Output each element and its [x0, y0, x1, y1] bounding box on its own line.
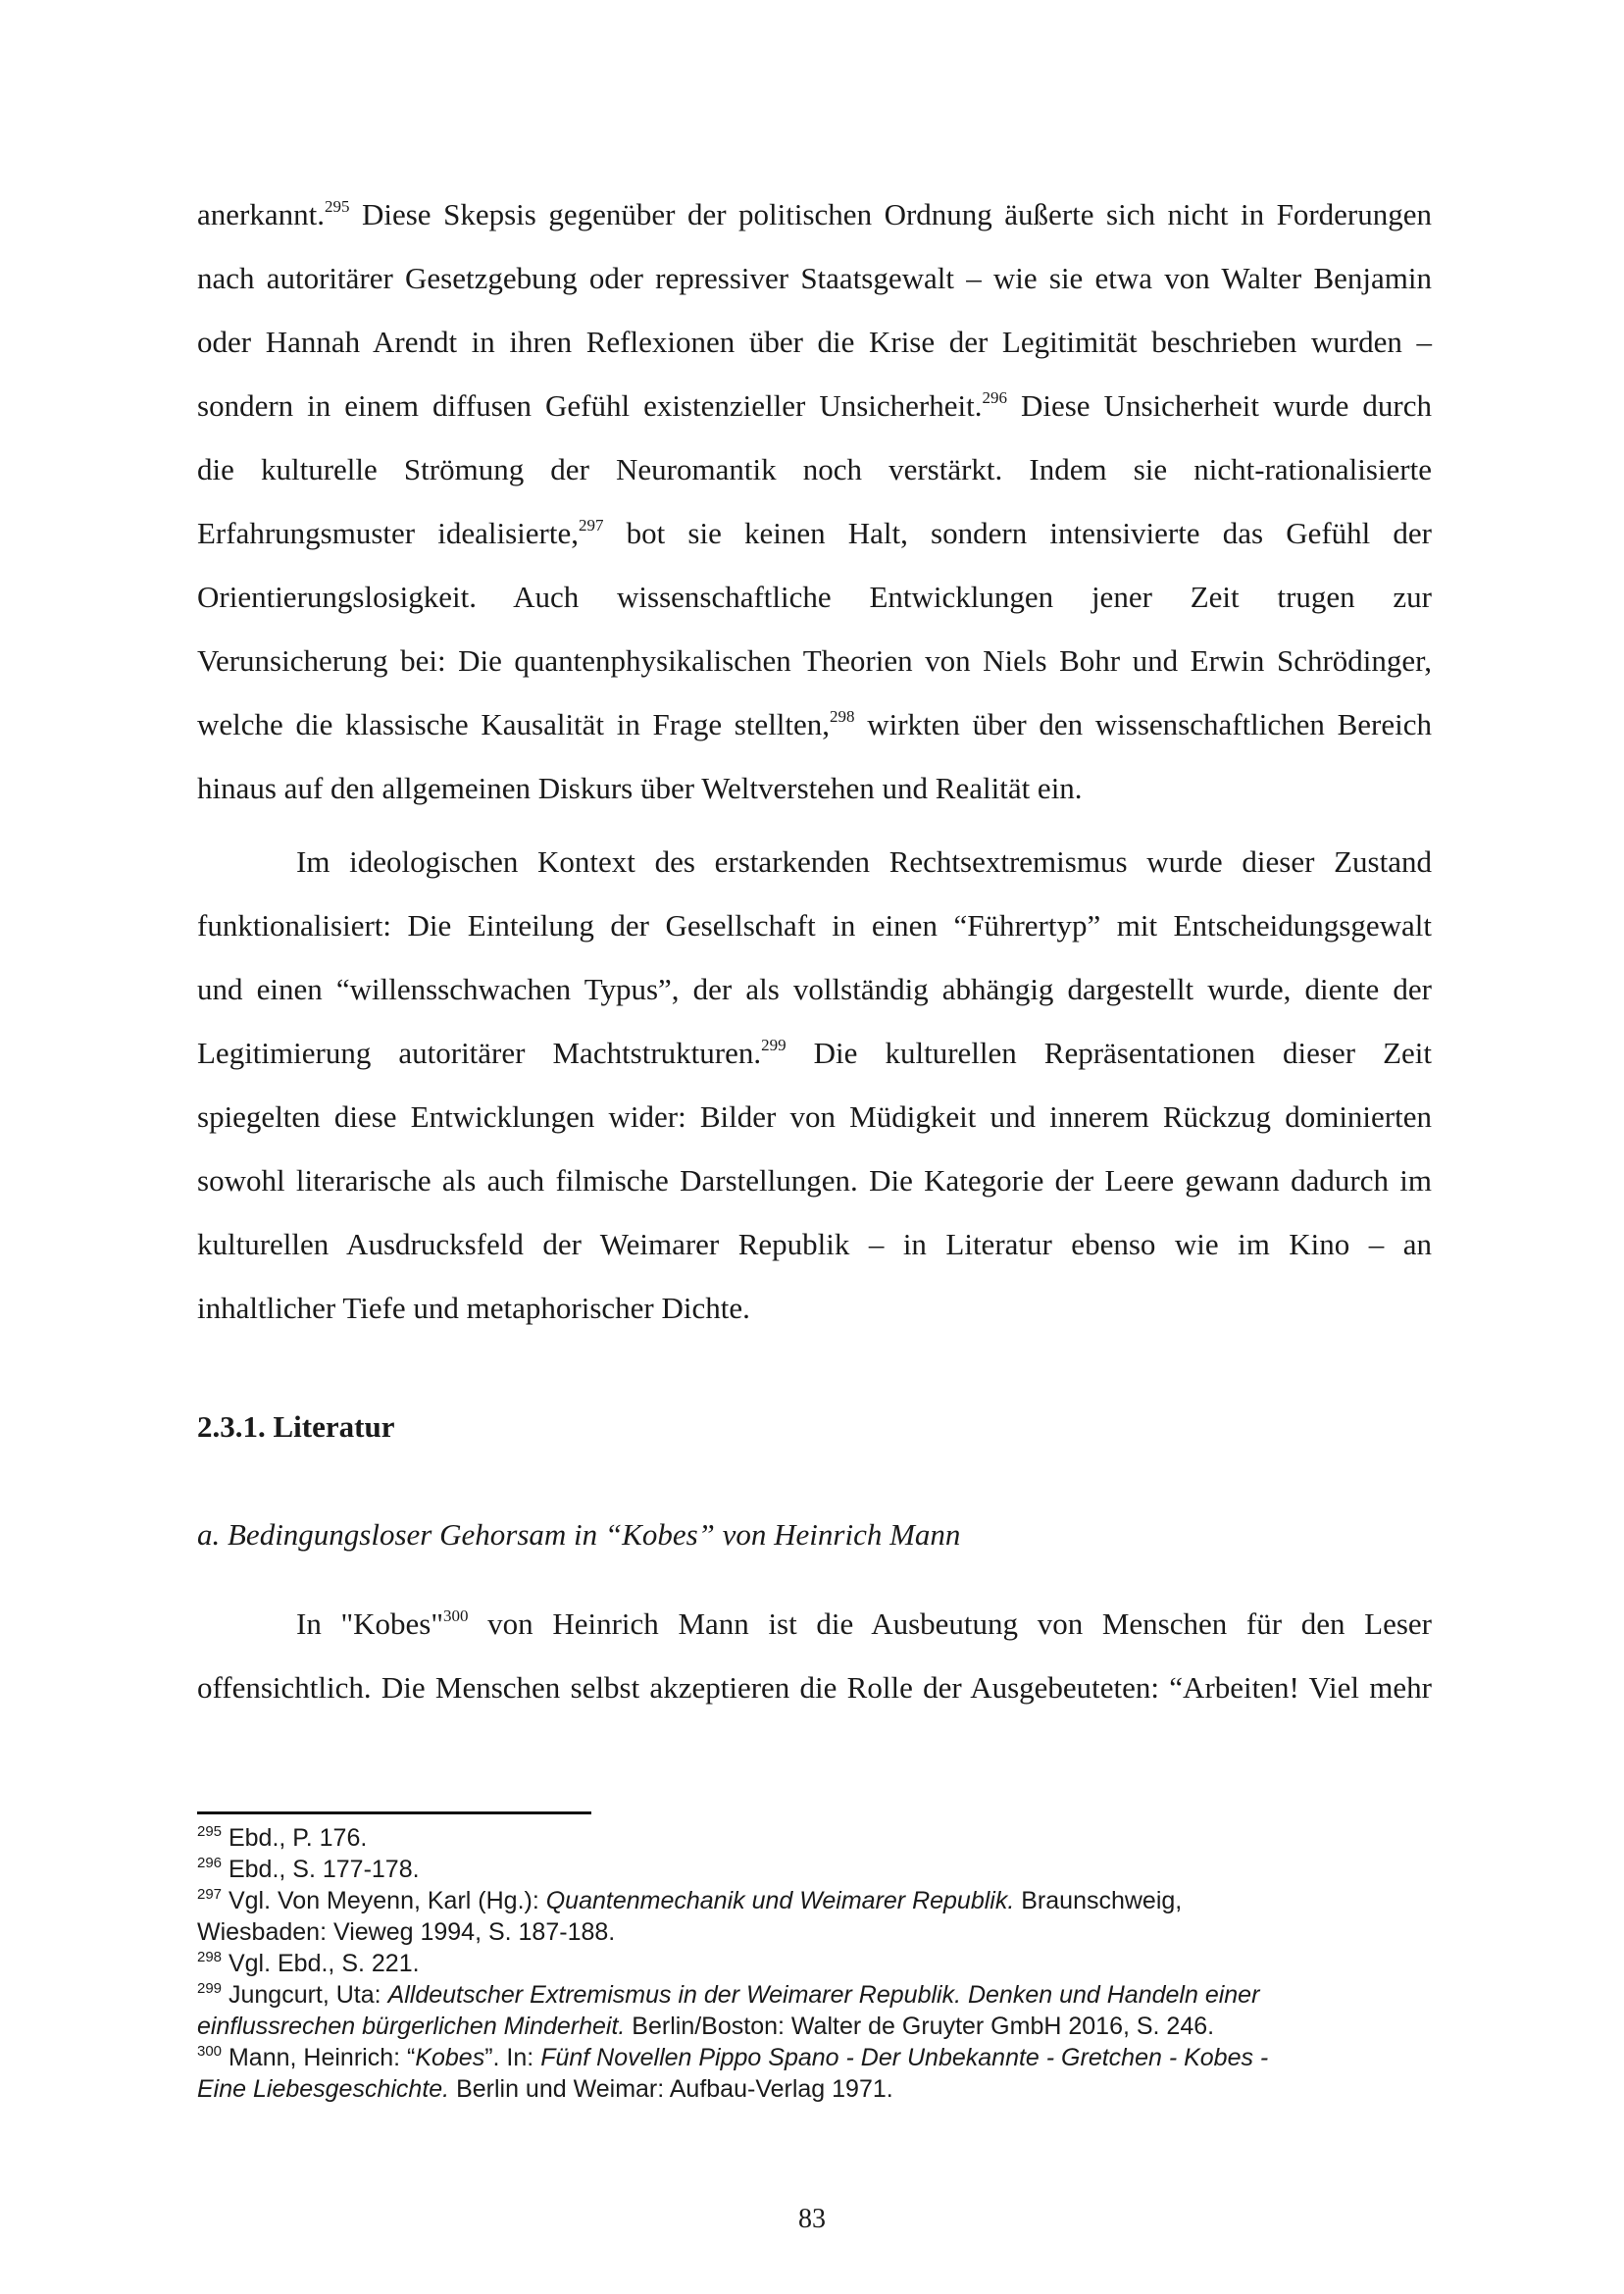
text-run: Vgl. Ebd., S. 221.	[222, 1950, 420, 1977]
text-line	[197, 629, 1432, 692]
text-run: sowohl literarische als auch filmische Darstellungen. Die Kategorie der Leere gewann dadurch im	[197, 1163, 1432, 1198]
text-line	[197, 1021, 1432, 1085]
text-run: wirkten über den wissenschaftlichen Bereich	[854, 707, 1432, 741]
text-run: Berlin/Boston: Walter de Gruyter GmbH 2016, S. 246.	[625, 2013, 1215, 2040]
text-run: oder Hannah Arendt in ihren Reflexionen über die Krise der Legitimität beschrieben wurden –	[197, 325, 1432, 359]
text-run: Jungcurt, Uta:	[222, 1981, 388, 2009]
text-run: Braunschweig,	[1014, 1887, 1183, 1914]
text-line	[197, 1085, 1432, 1148]
footnote-line	[197, 1979, 1413, 2011]
text-line	[197, 310, 1432, 374]
text-line	[197, 830, 1432, 893]
footnote-line	[197, 1885, 1413, 1916]
text-line	[197, 182, 1432, 246]
italic-title: einflussrechen bürgerlichen Minderheit.	[197, 2013, 626, 2040]
footnote-marker: 296	[982, 388, 1007, 407]
italic-title: Quantenmechanik und Weimarer Republik.	[545, 1887, 1015, 1914]
text-run: ”. In:	[484, 2044, 541, 2071]
footnote-marker: 298	[830, 707, 855, 726]
text-run: funktionalisiert: Die Einteilung der Gesellschaft in einen “Führertyp” mit Entscheidungsgewalt	[197, 908, 1432, 943]
text-run: sondern in einem diffusen Gefühl existenzieller Unsicherheit.	[197, 388, 983, 423]
footnote-line	[197, 1916, 1413, 1948]
footnote-line	[197, 1854, 1413, 1885]
italic-title: Fünf Novellen Pippo Spano - Der Unbekannte - Gretchen - Kobes -	[540, 2044, 1269, 2071]
footnote-298	[197, 1948, 1413, 1979]
body-paragraph-2	[197, 830, 1432, 1340]
text-run: offensichtlich. Die Menschen selbst akzeptieren die Rolle der Ausgebeuteten: “Arbeiten! Viel mehr	[197, 1670, 1432, 1705]
text-line	[197, 1148, 1432, 1212]
text-run: Im ideologischen Kontext des erstarkenden Rechtsextremismus wurde dieser Zustand	[296, 844, 1432, 879]
footnote-marker: 298	[197, 1949, 223, 1965]
text-run: kulturellen Ausdrucksfeld der Weimarer Republik – in Literatur ebenso wie im Kino – an	[197, 1227, 1432, 1261]
text-run: spiegelten diese Entwicklungen wider: Bilder von Müdigkeit und innerem Rückzug dominierten	[197, 1099, 1432, 1134]
text-line	[197, 1592, 1432, 1656]
text-run: die kulturelle Strömung der Neuromantik noch verstärkt. Indem sie nicht-rationalisierte	[197, 452, 1432, 486]
text-run: Wiesbaden: Vieweg 1994, S. 187-188.	[197, 1918, 616, 1946]
text-run: Ebd., S. 177-178.	[222, 1856, 420, 1883]
footnote-300	[197, 2042, 1413, 2105]
text-line	[197, 565, 1432, 629]
text-run: In "Kobes"	[296, 1606, 444, 1641]
italic-title: Eine Liebesgeschichte.	[197, 2075, 450, 2103]
text-line	[197, 1656, 1432, 1719]
text-line	[197, 246, 1432, 310]
text-line	[197, 1212, 1432, 1276]
footnotes	[197, 1822, 1413, 2105]
page-number: 83	[798, 2204, 826, 2234]
footnote-marker: 300	[197, 2043, 223, 2060]
text-run: Vgl. Von Meyenn, Karl (Hg.):	[222, 1887, 546, 1914]
footnote-297	[197, 1885, 1413, 1948]
text-line	[197, 1276, 1432, 1340]
footnote-separator	[197, 1811, 591, 1814]
text-run: welche die klassische Kausalität in Frage stellten,	[197, 707, 831, 741]
text-run: hinaus auf den allgemeinen Diskurs über Weltverstehen und Realität ein.	[197, 771, 1083, 805]
footnote-marker: 295	[197, 1823, 223, 1840]
text-run: anerkannt.	[197, 197, 325, 231]
text-run: von Heinrich Mann ist die Ausbeutung von Menschen für den Leser	[468, 1606, 1432, 1641]
footnote-marker: 296	[197, 1855, 223, 1871]
text-run: Die kulturellen Repräsentationen dieser Zeit	[786, 1036, 1432, 1070]
text-line	[197, 501, 1432, 565]
footnote-line	[197, 2011, 1413, 2042]
text-run: Mann, Heinrich: “	[222, 2044, 416, 2071]
italic-title: Alldeutscher Extremismus in der Weimarer Republik. Denken und Handeln einer	[387, 1981, 1260, 2009]
text-run: Ebd., P. 176.	[222, 1824, 368, 1852]
footnote-marker: 299	[197, 1980, 223, 1997]
subsection-heading: a. Bedingungsloser Gehorsam in “Kobes” von Heinrich Mann	[197, 1517, 961, 1552]
italic-title: Kobes	[415, 2044, 485, 2071]
text-run: Erfahrungsmuster idealisierte,	[197, 516, 579, 550]
text-run: bot sie keinen Halt, sondern intensivierte das Gefühl der	[603, 516, 1433, 550]
footnote-line	[197, 2073, 1413, 2105]
text-line	[197, 437, 1432, 501]
footnote-marker: 297	[197, 1886, 223, 1903]
footnote-marker: 297	[579, 516, 604, 535]
text-run: Berlin und Weimar: Aufbau-Verlag 1971.	[449, 2075, 893, 2103]
text-line	[197, 756, 1432, 820]
footnote-295	[197, 1822, 1413, 1854]
text-run: nach autoritärer Gesetzgebung oder repressiver Staatsgewalt – wie sie etwa von Walter Benjamin	[197, 261, 1432, 295]
footnote-marker: 300	[443, 1606, 469, 1625]
text-run: Diese Unsicherheit wurde durch	[1006, 388, 1432, 423]
text-line	[197, 893, 1432, 957]
text-run: inhaltlicher Tiefe und metaphorischer Dichte.	[197, 1291, 750, 1325]
body-paragraph-1	[197, 182, 1432, 820]
text-run: Diese Skepsis gegenüber der politischen Ordnung äußerte sich nicht in Forderungen	[349, 197, 1432, 231]
footnote-line	[197, 2042, 1413, 2073]
text-run: Verunsicherung bei: Die quantenphysikalischen Theorien von Niels Bohr und Erwin Schrödinger,	[197, 643, 1432, 678]
footnote-299	[197, 1979, 1413, 2042]
footnote-marker: 295	[324, 197, 350, 216]
section-heading: 2.3.1. Literatur	[197, 1409, 395, 1444]
footnote-line	[197, 1948, 1413, 1979]
text-line	[197, 692, 1432, 756]
footnote-line	[197, 1822, 1413, 1854]
text-run: und einen “willensschwachen Typus”, der als vollständig abhängig dargestellt wurde, diente der	[197, 972, 1432, 1006]
body-paragraph-3	[197, 1592, 1432, 1719]
footnote-marker: 299	[761, 1036, 787, 1054]
footnote-296	[197, 1854, 1413, 1885]
text-run: Legitimierung autoritärer Machtstrukturen.	[197, 1036, 762, 1070]
text-line	[197, 957, 1432, 1021]
text-line	[197, 374, 1432, 437]
text-run: Orientierungslosigkeit. Auch wissenschaftliche Entwicklungen jener Zeit trugen zur	[197, 580, 1432, 614]
